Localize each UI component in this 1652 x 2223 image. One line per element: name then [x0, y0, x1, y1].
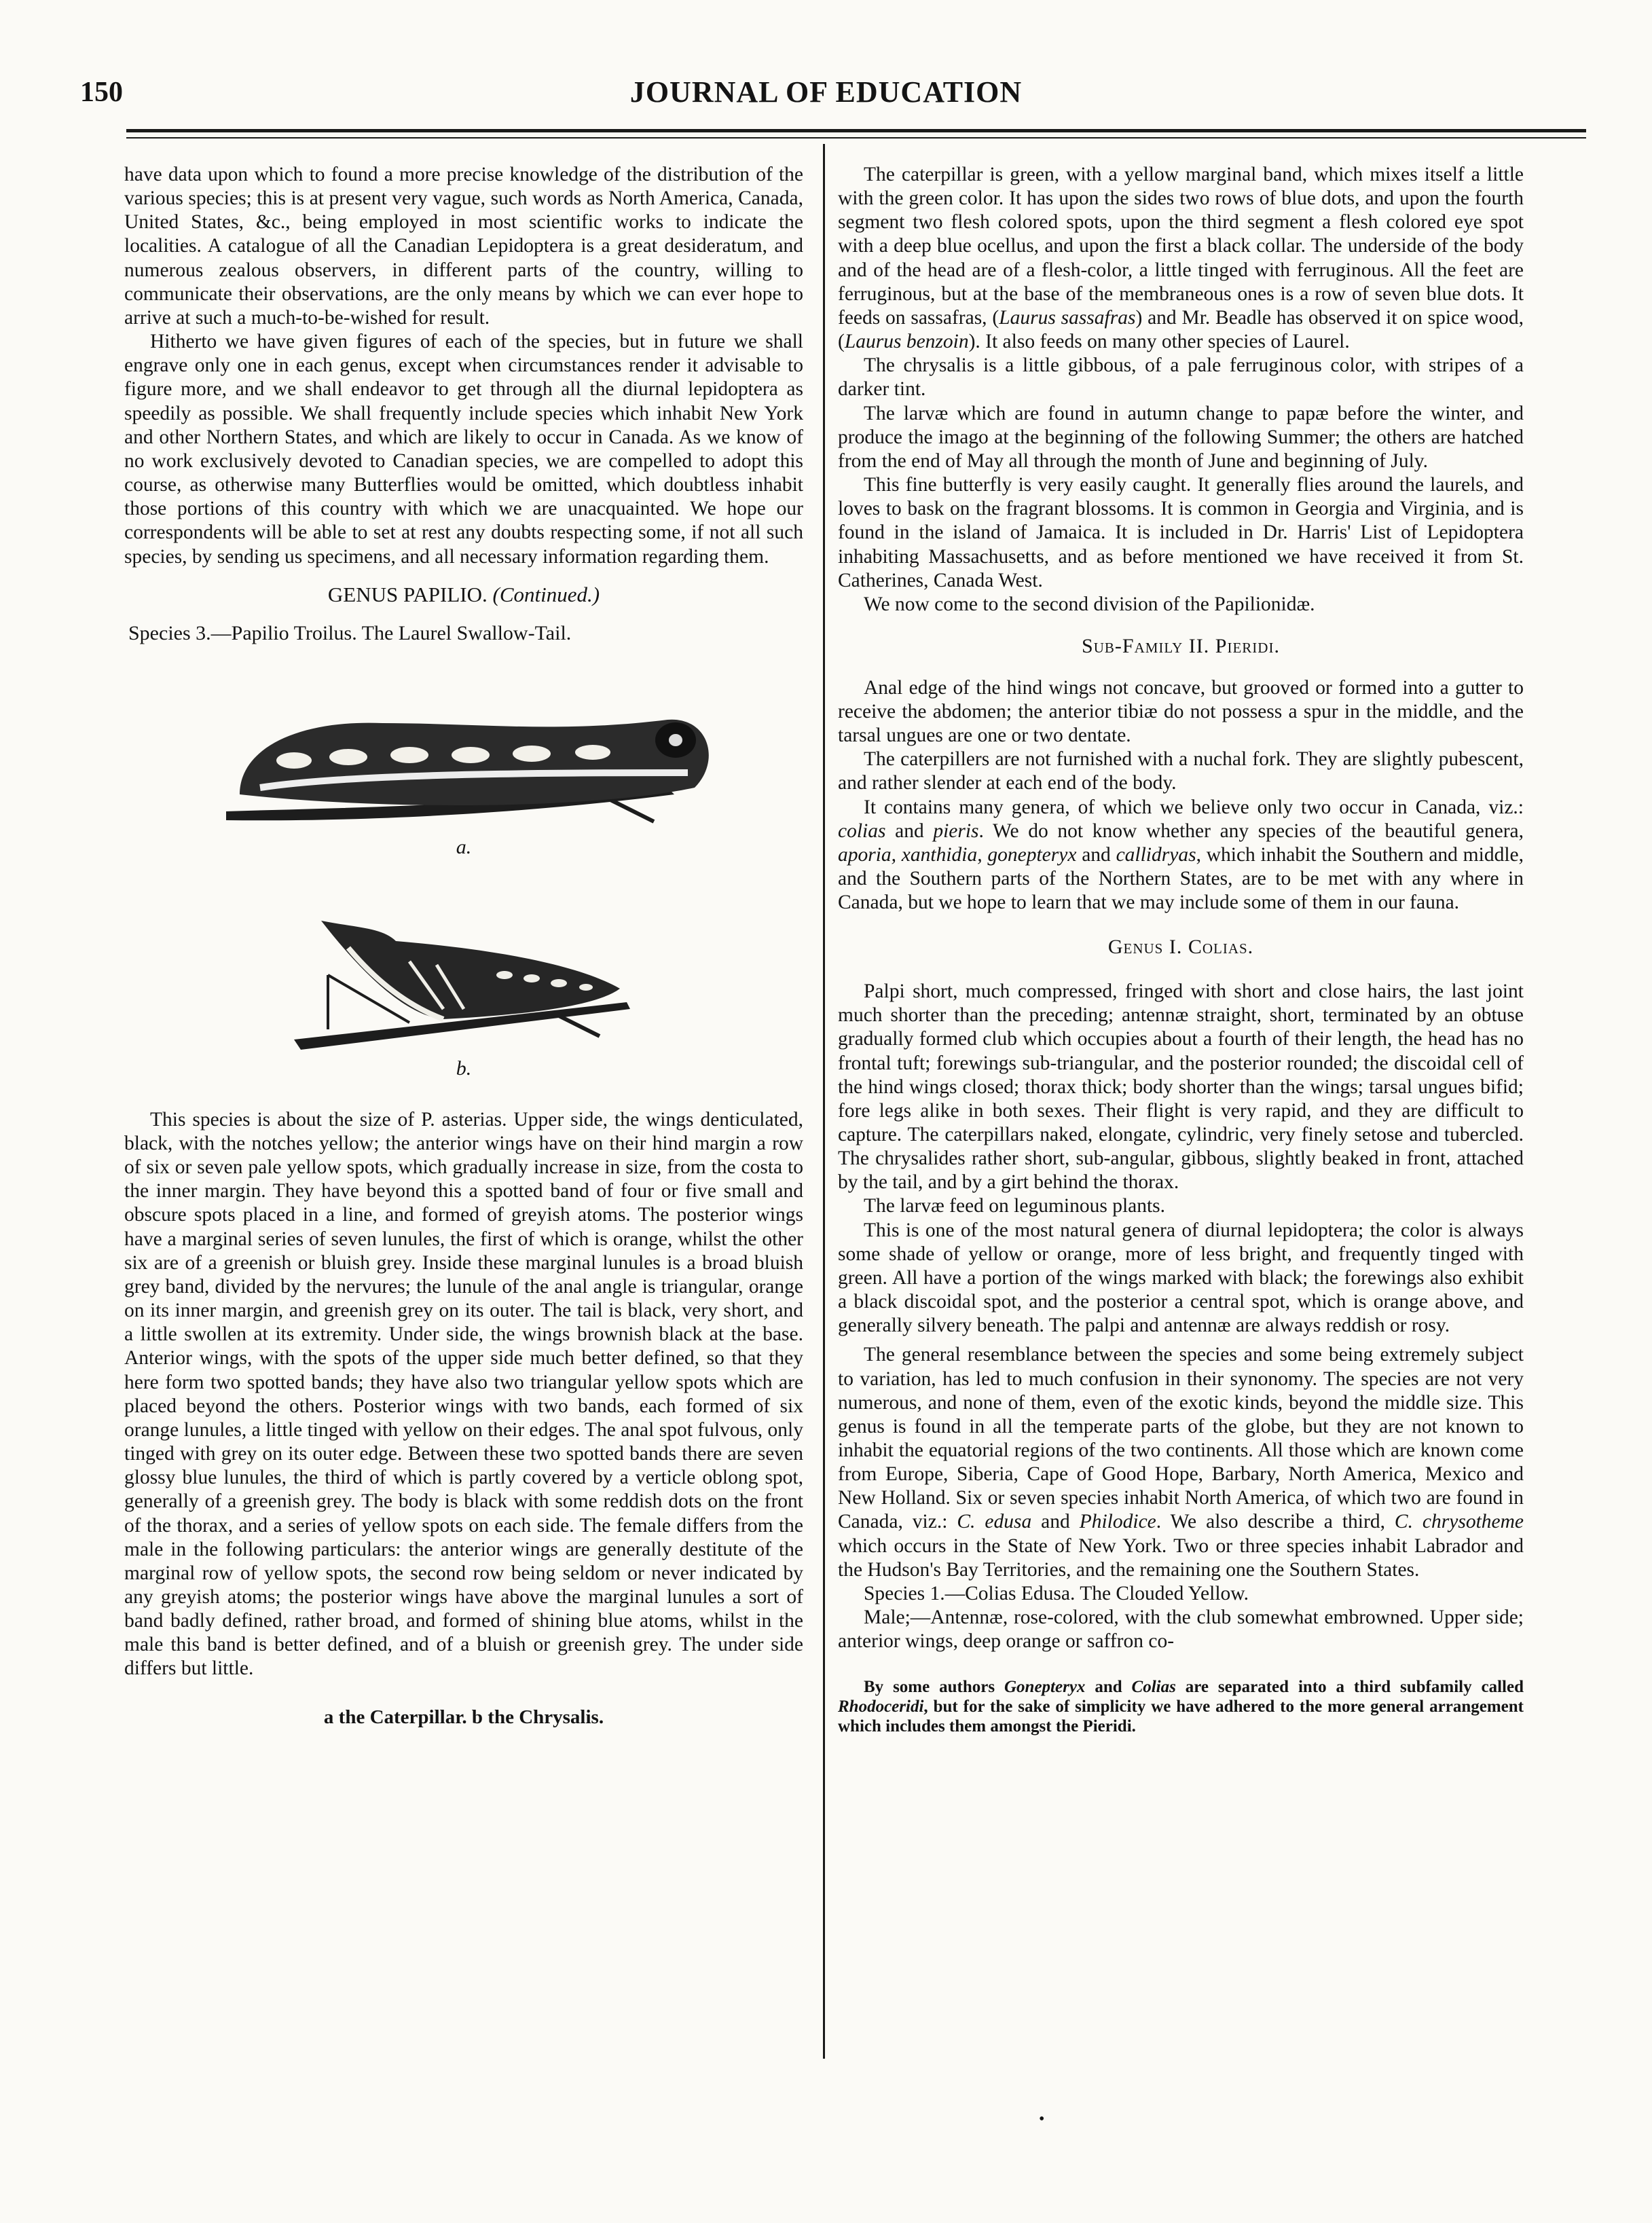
text: and: [885, 820, 934, 842]
text: The caterpillar is green, with a yellow marginal band, which mixes itself a little with the green color. It has upon the sides two rows of blue dots, and upon the fourth segment two flesh colored spots, upon the third segment a flesh colored eye spot with a deep blue ocellus, and upon the first a black collar. The underside of the body and of the head are of a flesh-color, a little tinged with ferruginous. All the feet are ferruginous, but at the base of the membraneous ones is a row of seven blue dots. It feeds on sassafras, (: [838, 164, 1524, 329]
text-italic: Colias: [1131, 1678, 1176, 1697]
right-column: [838, 163, 1524, 1737]
paragraph: The chrysalis is a little gibbous, of a pale ferruginous color, with stripes of a darker tint.: [838, 354, 1524, 401]
genus-heading: Genus I. Colias.: [1107, 936, 1254, 959]
text: , which inhabit the Southern and middle, and the Southern parts of the Northern States, are to be met with any where in Canada, but we hope to learn that we may include some of them in our fauna.: [838, 843, 1524, 914]
running-head: JOURNAL OF EDUCATION: [629, 75, 1023, 109]
text: and: [1085, 1678, 1132, 1697]
text: . We do not know whether any species of the beautiful genera,: [978, 820, 1524, 842]
text: The general resemblance between the species and some being extremely subject to variation, has led to much confusion in their synonomy. The species are not very numerous, and none of them, even of the exotic kinds, beyond the middle size. This genus is found in all the temperate parts of the globe, but they are not known to inhabit the equatorial regions of the two continents. All those which are known come from Europe, Siberia, Cape of Good Hope, Barbary, North America, Mexico and New Holland. Six or seven species inhabit North America, of which two are found in Canada, viz.:: [838, 1344, 1524, 1533]
caterpillar-figure: [124, 693, 803, 860]
text: ) and Mr. Beadle has observed it on spice wood, (: [838, 306, 1524, 353]
text-italic: pieris: [933, 820, 979, 842]
text-italic: Gonepteryx: [1004, 1678, 1086, 1697]
chrysalis-illustration: [124, 900, 803, 1057]
paragraph: [838, 163, 1524, 354]
paragraph: [838, 796, 1524, 915]
page-number: 150: [80, 77, 123, 108]
paragraph: The larvæ feed on leguminous plants.: [864, 1195, 1166, 1217]
header-rule-thick: [126, 129, 1586, 132]
left-column: [124, 163, 803, 1729]
text-italic: Laurus benzoin: [844, 331, 969, 353]
paragraph: The larvæ which are found in autumn change to papæ before the winter, and produce the imago at the beginning of the following Summer; the others are hatched from the end of May all through the month of June and beginning of July.: [838, 402, 1524, 472]
text: are separated into a third subfamily called: [1175, 1678, 1524, 1697]
header-rule-thin: [126, 137, 1586, 139]
chrysalis-figure: [124, 900, 803, 1081]
text-italic: aporia, xanthidia, gonepteryx: [838, 843, 1077, 866]
text-italic: C. edusa: [957, 1511, 1032, 1533]
figure-label-a: a.: [456, 836, 472, 859]
species-heading: Species 1.—Colias Edusa. The Clouded Yellow.: [864, 1582, 1249, 1604]
column-divider: [823, 144, 825, 2059]
footnote: [838, 1678, 1524, 1736]
paragraph: Palpi short, much compressed, fringed with short and close hairs, the last joint much shorter than the preceding; antennæ straight, short, terminated by an obtuse gradually formed club which occupies about a fourth of their length, the head has no frontal tuft; forewings sub-triangular, and the posterior rounded; the discoidal cell of the hind wings closed; thorax thick; body shorter than the wings; tarsal ungues bifid; fore legs alike in both sexes. Their flight is very rapid, and they are difficult to capture. The caterpillars naked, elongate, cylindric, very finely setose and tubercled. The chrysalides rather short, sub-angular, gibbous, slightly beaked in front, attached by the tail, and by a girt behind the thorax.: [838, 980, 1524, 1194]
text: . We also describe a third,: [1156, 1511, 1395, 1533]
paragraph: This fine butterfly is very easily caught. It generally flies around the laurels, and loves to bask on the fragrant blossoms. It is common in Georgia and Virginia, and is found in the island of Jamaica. It is included in Dr. Harris' List of Lepidoptera inhabiting Massachusetts, and as before mentioned we have received it from St. Catherines, Canada West.: [838, 474, 1524, 591]
subfamily-heading: Sub-Family II. Pieridi.: [1082, 634, 1280, 657]
genus-heading-text: GENUS PAPILIO.: [327, 582, 488, 606]
text: which occurs in the State of New York. Two or three species inhabit Labrador and the Hudson's Bay Territories, and the remaining one the Southern States.: [838, 1535, 1524, 1581]
text: and: [1076, 843, 1116, 866]
figure-caption: a the Caterpillar. b the Chrysalis.: [323, 1706, 604, 1728]
text: , but for the sake of simplicity we have adhered to the more general arrangement which includes them amongst the Pieridi.: [838, 1697, 1524, 1735]
caterpillar-illustration: [124, 693, 803, 835]
paragraph: The caterpillers are not furnished with a nuchal fork. They are slightly pubescent, and rather slender at each end of the body.: [838, 748, 1524, 794]
paragraph: Anal edge of the hind wings not concave, but grooved or formed into a gutter to receive the abdomen; the anterior tibiæ do not possess a spur in the middle, and the tarsal ungues are one or two dentate.: [838, 676, 1524, 747]
paragraph: This species is about the size of P. asterias. Upper side, the wings denticulated, black, with the notches yellow; the anterior wings have on their hind margin a row of six or seven pale yellow spots, which gradually increase in size, from the costa to the inner margin. They have beyond this a spotted band of four or five small and obscure spots placed in a line, and formed of greyish atoms. The posterior wings have a marginal series of seven lunules, the first of which is orange, whilst the other six are of a greenish or bluish grey. Inside these marginal lunules is a broad bluish grey band, divided by the nervures; the lunule of the anal angle is triangular, orange on its inner margin, and greenish grey on its outer. The tail is black, very short, and a little swollen at its extremity. Under side, the wings brownish black at the base. Anterior wings, with the spots of the upper side much better defined, so that they here form two spotted bands; they have also two triangular yellow spots which are placed beyond the others. Posterior wings with two bands, each formed of six orange lunules, a little tinged with yellow on their edges. The anal spot fulvous, only tinged with grey on its outer edge. Between these two spotted bands there are seven glossy blue lunules, the third of which is partly covered by a verticle oblong spot, generally of a greenish grey. The body is black with some reddish dots on the front of the thorax, and a series of yellow spots on each side. The female differs from the male in the following particulars: the anterior wings are generally destitute of the marginal row of yellow spots, the second row being seldom or never indicated by any greyish atoms; the posterior wings have above the marginal lunules a sort of band badly defined, rather broad, and formed of shining blue atoms, whilst in the male this band is better defined, and of a bluish or greenish grey. The under side differs but little.: [124, 1108, 803, 1680]
text-italic: Rhodoceridi: [838, 1697, 924, 1716]
text: ). It also feeds on many other species of Laurel.: [968, 331, 1350, 353]
genus-heading: [124, 583, 803, 608]
text: and: [1031, 1511, 1080, 1533]
text: It contains many genera, of which we believe only two occur in Canada, viz.:: [864, 796, 1524, 818]
text: By some authors: [864, 1678, 1004, 1697]
text-italic: callidryas: [1116, 843, 1196, 866]
text-italic: C. chrysotheme: [1394, 1511, 1524, 1533]
paragraph: We now come to the second division of the Papilionidæ.: [864, 593, 1315, 615]
paragraph: [838, 1343, 1524, 1582]
text-italic: Laurus sassafras: [999, 306, 1136, 329]
text-italic: colias: [838, 820, 886, 842]
species-heading: Species 3.—Papilio Troilus. The Laurel Swallow-Tail.: [128, 621, 572, 644]
text-italic: Philodice: [1079, 1511, 1156, 1533]
paragraph: Hitherto we have given figures of each of the species, but in future we shall engrave only one in each genus, except when circumstances render it advisable to figure more, and we shall endeavor to get through all the diurnal lepidoptera as speedily as possible. We shall frequently include species which inhabit New York and other Northern States, and which are likely to occur in Canada. As we know of no work exclusively devoted to Canadian species, we are compelled to adopt this course, as otherwise many Butterflies would be omitted, which doubtless inhabit those portions of this country with which we are unacquainted. We hope our correspondents will be able to set at rest any doubts respecting some, if not all such species, by sending us specimens, and all necessary information regarding them.: [124, 331, 803, 568]
paragraph: have data upon which to found a more precise knowledge of the distribution of the various species; this is at present very vague, such words as North America, Canada, United States, &c., being employed in most scientific works to indicate the localities. A catalogue of all the Canadian Lepidoptera is a great desideratum, and numerous zealous observers, in different parts of the country, willing to communicate their observations, are the only means by which we can ever hope to arrive at such a much-to-be-wished for result.: [124, 164, 803, 329]
paragraph: This is one of the most natural genera of diurnal lepidoptera; the color is always some shade of yellow or orange, more of less bright, and frequently tinged with green. All have a portion of the wings marked with black; the forewings also exhibit a black discoidal spot, and the posterior a central spot, which is orange above, and generally silvery beneath. The palpi and antennæ are always reddish or rosy.: [838, 1219, 1524, 1337]
figure-label-b: b.: [456, 1057, 472, 1080]
print-mark: •: [1039, 2110, 1045, 2128]
paragraph: Male;—Antennæ, rose-colored, with the club somewhat embrowned. Upper side; anterior wings, deep orange or saffron co-: [838, 1606, 1524, 1653]
genus-heading-continued: (Continued.): [492, 582, 600, 606]
